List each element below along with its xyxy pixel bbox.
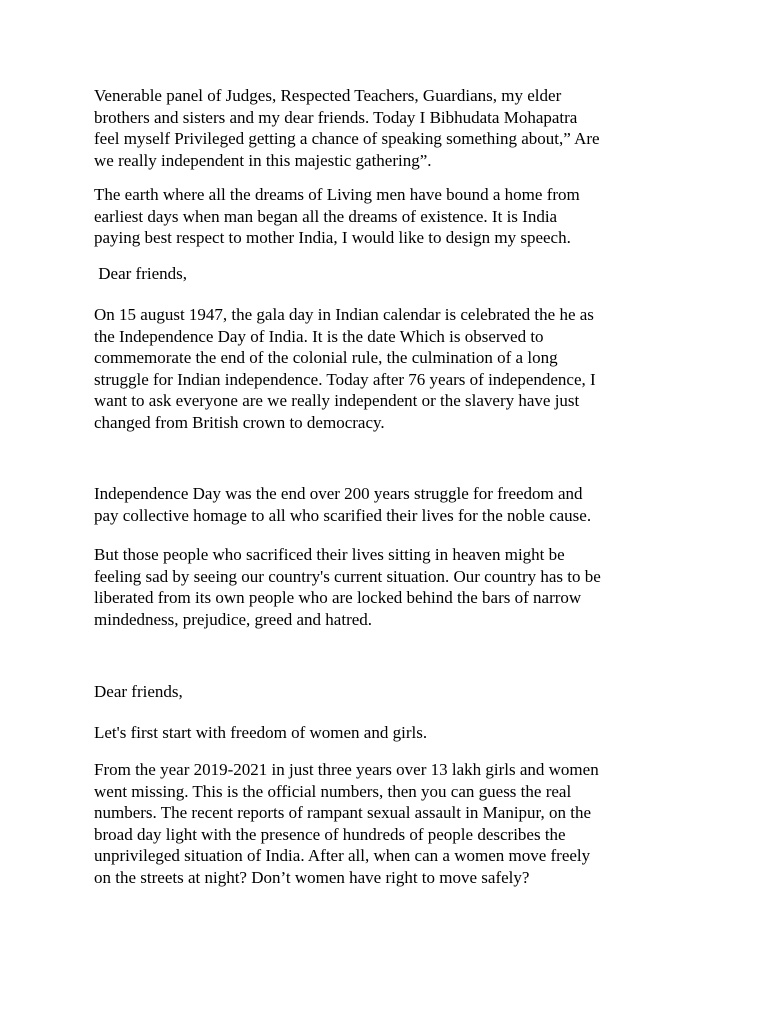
text-line: Dear friends, (94, 264, 187, 283)
text-line: changed from British crown to democracy. (94, 412, 385, 432)
text-line: broad day light with the presence of hundreds of people describes the (94, 824, 566, 844)
text-line: on the streets at night? Don’t women have right to move safely? (94, 867, 530, 887)
paragraph-women-freedom (94, 722, 674, 744)
paragraph-sacrifice (94, 544, 674, 630)
text-line: liberated from its own people who are locked behind the bars of narrow (94, 588, 582, 608)
text-line: commemorate the end of the colonial rule, the culmination of a long (94, 348, 558, 368)
text-line: struggle for Indian independence. Today after 76 years of independence, I (94, 369, 596, 389)
text-line: want to ask everyone are we really independent or the slavery have just (94, 391, 580, 411)
paragraph-greeting (94, 85, 674, 171)
text-line: mindedness, prejudice, greed and hatred. (94, 609, 373, 629)
text-line: numbers. The recent reports of rampant sexual assault in Manipur, on the (94, 803, 592, 823)
text-line: pay collective homage to all who scarified their lives for the noble cause. (94, 505, 592, 525)
text-line: But those people who sacrificed their lives sitting in heaven might be (94, 545, 565, 564)
text-line: paying best respect to mother India, I would like to design my speech. (94, 228, 571, 248)
text-line: earliest days when man began all the dreams of existence. It is India (94, 206, 558, 226)
text-line: The earth where all the dreams of Living men have bound a home from (94, 185, 580, 204)
paragraph-intro (94, 184, 674, 249)
text-line: From the year 2019-2021 in just three years over 13 lakh girls and women (94, 760, 599, 779)
text-line: Venerable panel of Judges, Respected Teachers, Guardians, my elder (94, 86, 562, 105)
text-line: feel myself Privileged getting a chance of speaking something about,” Are (94, 129, 600, 149)
text-line: unprivileged situation of India. After all, when can a women move freely (94, 846, 591, 866)
text-line: the Independence Day of India. It is the date Which is observed to (94, 326, 544, 346)
text-line: On 15 august 1947, the gala day in Indian calendar is celebrated the he as (94, 305, 594, 324)
text-line: we really independent in this majestic gathering”. (94, 150, 432, 170)
paragraph-missing-women (94, 759, 674, 889)
text-line: went missing. This is the official numbers, then you can guess the real (94, 781, 572, 801)
paragraph-independence-day (94, 304, 674, 434)
paragraph-struggle (94, 483, 674, 526)
text-line: brothers and sisters and my dear friends. Today I Bibhudata Mohapatra (94, 107, 578, 127)
text-line: Independence Day was the end over 200 years struggle for freedom and (94, 484, 583, 503)
text-line: feeling sad by seeing our country's current situation. Our country has to be (94, 566, 601, 586)
text-line: Let's first start with freedom of women and girls. (94, 723, 428, 742)
text-line: Dear friends, (94, 682, 183, 701)
paragraph-salutation (94, 263, 674, 285)
paragraph-salutation-2 (94, 681, 674, 703)
